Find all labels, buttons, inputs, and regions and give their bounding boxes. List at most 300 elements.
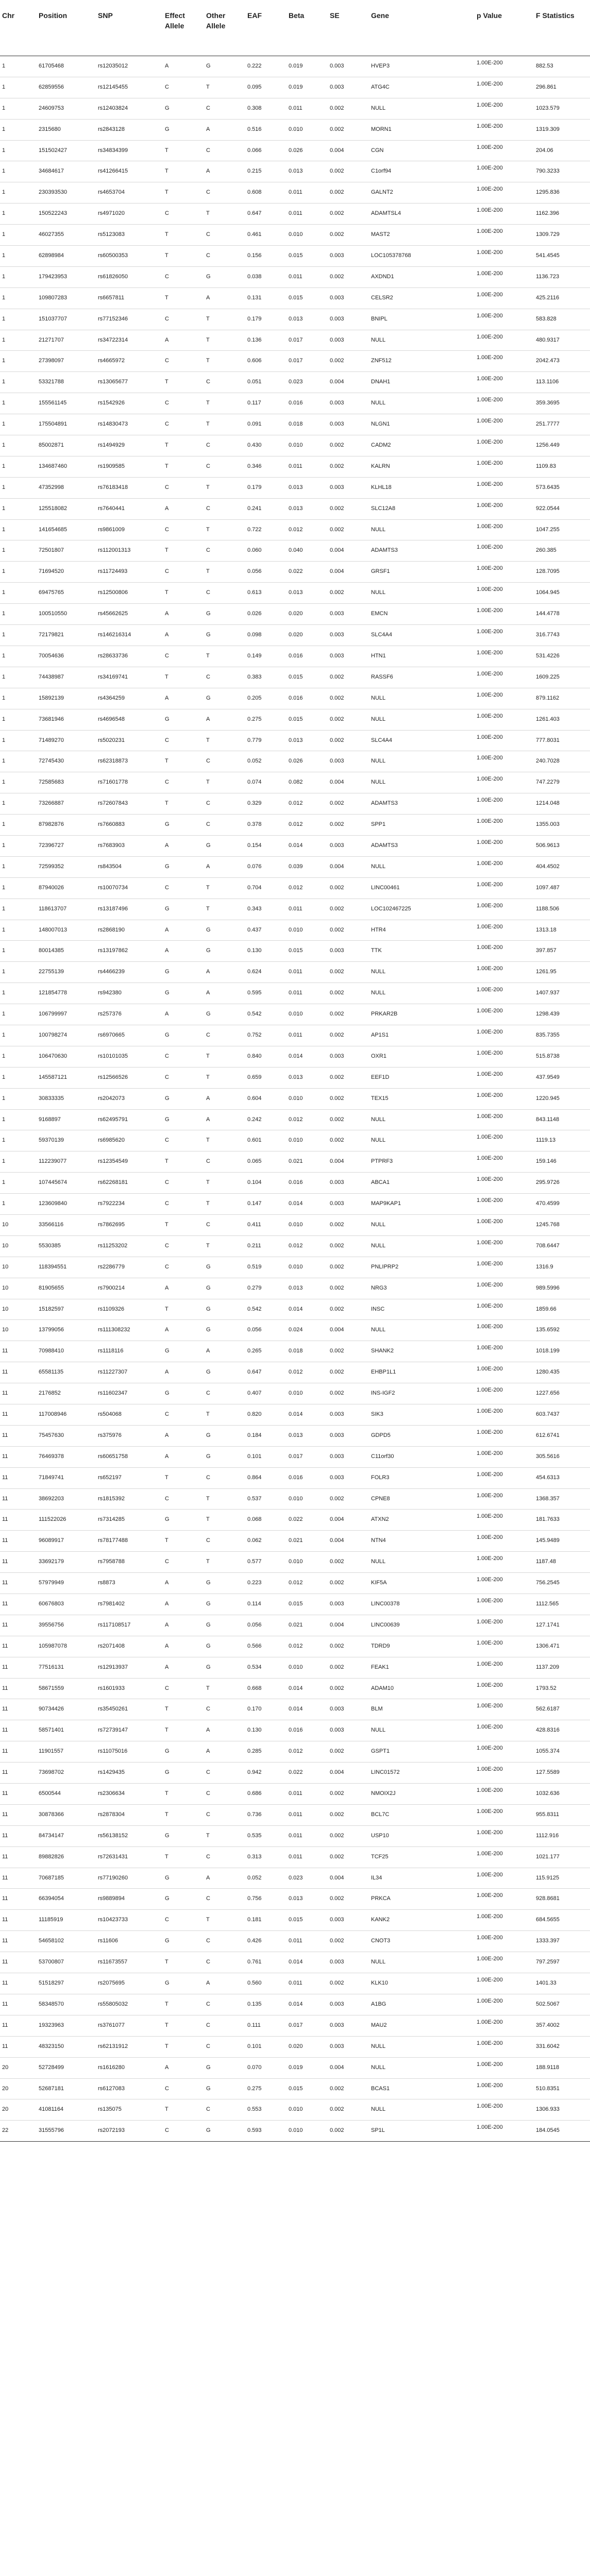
- cell-chr: 11: [2, 1411, 8, 1417]
- cell-eaf: 0.608: [247, 189, 262, 196]
- cell-position: 69475765: [39, 589, 64, 596]
- cell-se: 0.003: [330, 1200, 344, 1207]
- cell-position: 60676803: [39, 1601, 64, 1607]
- cell-f-statistics: 790.3233: [536, 168, 560, 175]
- cell-position: 2315680: [39, 126, 61, 132]
- cell-f-statistics: 922.0544: [536, 505, 560, 512]
- cell-se: 0.003: [330, 1601, 344, 1607]
- cell-other-allele: G: [206, 1432, 211, 1438]
- cell-f-statistics: 573.6435: [536, 484, 560, 490]
- cell-snp: rs34834399: [98, 147, 128, 154]
- table-row: [0, 456, 590, 478]
- cell-eaf: 0.542: [247, 1306, 262, 1312]
- cell-snp: rs11673557: [98, 1959, 128, 1965]
- cell-p-value: 1.00E-200: [477, 1618, 503, 1625]
- cell-snp: rs12913937: [98, 1664, 128, 1670]
- table-row: [0, 1699, 590, 1720]
- cell-position: 74438987: [39, 673, 64, 680]
- cell-other-allele: G: [206, 694, 211, 701]
- cell-chr: 11: [2, 1706, 8, 1713]
- cell-effect-allele: A: [165, 842, 169, 849]
- cell-eaf: 0.516: [247, 126, 262, 132]
- cell-snp: rs7900214: [98, 1284, 125, 1291]
- cell-eaf: 0.179: [247, 484, 262, 490]
- table-row: [0, 56, 590, 77]
- cell-chr: 11: [2, 1642, 8, 1649]
- cell-chr: 1: [2, 1200, 6, 1207]
- cell-other-allele: T: [206, 1917, 210, 1923]
- cell-beta: 0.013: [289, 1432, 303, 1438]
- cell-gene: NULL: [371, 400, 386, 406]
- cell-f-statistics: 115.9125: [536, 1874, 560, 1881]
- cell-chr: 1: [2, 105, 6, 111]
- cell-effect-allele: G: [165, 863, 170, 870]
- cell-gene: NULL: [371, 2106, 386, 2113]
- table-row: [0, 1383, 590, 1404]
- cell-se: 0.002: [330, 358, 344, 364]
- cell-beta: 0.014: [289, 1200, 303, 1207]
- cell-eaf: 0.426: [247, 1938, 262, 1944]
- cell-beta: 0.013: [289, 315, 303, 322]
- cell-effect-allele: T: [165, 189, 168, 196]
- cell-se: 0.004: [330, 147, 344, 154]
- cell-beta: 0.014: [289, 842, 303, 849]
- cell-snp: rs72739147: [98, 1727, 128, 1734]
- cell-chr: 1: [2, 1137, 6, 1144]
- table-row: [0, 1215, 590, 1236]
- cell-beta: 0.019: [289, 83, 303, 90]
- table-body: [0, 56, 590, 2142]
- cell-beta: 0.012: [289, 1748, 303, 1755]
- cell-snp: rs8873: [98, 1580, 115, 1586]
- cell-position: 41081164: [39, 2106, 64, 2113]
- cell-p-value: 1.00E-200: [477, 565, 503, 572]
- cell-f-statistics: 357.4002: [536, 2022, 560, 2028]
- cell-position: 71489270: [39, 737, 64, 743]
- cell-gene: EMCN: [371, 611, 388, 617]
- cell-gene: NULL: [371, 589, 386, 596]
- cell-effect-allele: A: [165, 2064, 169, 2071]
- cell-gene: MAP9KAP1: [371, 1200, 401, 1207]
- cell-chr: 11: [2, 1917, 8, 1923]
- cell-other-allele: A: [206, 126, 210, 132]
- cell-p-value: 1.00E-200: [477, 186, 503, 193]
- cell-p-value: 1.00E-200: [477, 1408, 503, 1414]
- cell-chr: 10: [2, 1284, 9, 1291]
- cell-gene: A1BG: [371, 2001, 386, 2007]
- cell-chr: 1: [2, 632, 6, 638]
- cell-eaf: 0.285: [247, 1748, 262, 1755]
- cell-se: 0.002: [330, 1031, 344, 1038]
- cell-chr: 1: [2, 990, 6, 996]
- cell-chr: 1: [2, 884, 6, 891]
- cell-position: 90734426: [39, 1706, 64, 1713]
- cell-snp: rs62268181: [98, 1179, 128, 1186]
- cell-position: 30878366: [39, 1811, 64, 1818]
- cell-gene: EEF1D: [371, 1074, 390, 1080]
- cell-gene: ATG4C: [371, 83, 390, 90]
- table-row: [0, 309, 590, 330]
- cell-beta: 0.014: [289, 1053, 303, 1059]
- cell-eaf: 0.117: [247, 400, 261, 406]
- cell-f-statistics: 928.8681: [536, 1895, 560, 1902]
- cell-se: 0.003: [330, 83, 344, 90]
- cell-position: 47352998: [39, 484, 64, 490]
- cell-se: 0.003: [330, 947, 344, 954]
- cell-other-allele: T: [206, 1832, 210, 1839]
- cell-position: 148007013: [39, 926, 68, 933]
- cell-effect-allele: C: [165, 1558, 169, 1565]
- cell-position: 112239077: [39, 1158, 67, 1165]
- cell-p-value: 1.00E-200: [477, 502, 503, 509]
- cell-beta: 0.012: [289, 1369, 303, 1376]
- cell-chr: 11: [2, 1369, 8, 1376]
- cell-f-statistics: 603.7437: [536, 1411, 560, 1417]
- cell-effect-allele: G: [165, 821, 170, 828]
- table-row: [0, 1762, 590, 1784]
- cell-snp: rs62318873: [98, 758, 128, 765]
- table-row: [0, 204, 590, 225]
- cell-effect-allele: A: [165, 1642, 169, 1649]
- cell-position: 70054636: [39, 652, 64, 659]
- table-row: [0, 625, 590, 646]
- cell-snp: rs135075: [98, 2106, 122, 2113]
- cell-position: 76469378: [39, 1453, 64, 1460]
- cell-chr: 1: [2, 63, 6, 69]
- table-row: [0, 246, 590, 267]
- cell-position: 121854778: [39, 990, 68, 996]
- cell-p-value: 1.00E-200: [477, 923, 503, 930]
- cell-other-allele: G: [206, 1664, 211, 1670]
- cell-se: 0.002: [330, 442, 344, 449]
- cell-p-value: 1.00E-200: [477, 1387, 503, 1394]
- cell-se: 0.003: [330, 315, 344, 322]
- table-row: [0, 372, 590, 393]
- cell-eaf: 0.624: [247, 969, 262, 975]
- cell-effect-allele: A: [165, 947, 169, 954]
- table-row: [0, 2037, 590, 2058]
- cell-effect-allele: T: [165, 231, 168, 238]
- cell-other-allele: G: [206, 1011, 211, 1018]
- cell-effect-allele: C: [165, 1053, 169, 1059]
- cell-other-allele: C: [206, 1769, 210, 1776]
- cell-se: 0.004: [330, 1327, 344, 1333]
- cell-beta: 0.014: [289, 1306, 303, 1312]
- table-row: [0, 583, 590, 604]
- cell-gene: SLC4A4: [371, 737, 392, 743]
- cell-effect-allele: A: [165, 63, 169, 69]
- cell-gene: NULL: [371, 2064, 386, 2071]
- table-row: [0, 330, 590, 351]
- cell-other-allele: T: [206, 884, 210, 891]
- cell-effect-allele: T: [165, 2106, 168, 2113]
- cell-beta: 0.010: [289, 231, 303, 238]
- cell-other-allele: C: [206, 2022, 210, 2028]
- cell-chr: 1: [2, 863, 6, 870]
- header-se: SE: [330, 11, 340, 20]
- cell-eaf: 0.647: [247, 210, 262, 217]
- cell-eaf: 0.761: [247, 1959, 262, 1965]
- cell-eaf: 0.068: [247, 1516, 262, 1523]
- cell-position: 58348570: [39, 2001, 64, 2007]
- table-row: [0, 478, 590, 499]
- cell-snp: rs34169741: [98, 673, 128, 680]
- table-row: [0, 1868, 590, 1889]
- cell-gene: C11orf30: [371, 1453, 394, 1460]
- cell-gene: PRKCA: [371, 1895, 391, 1902]
- table-row: [0, 1573, 590, 1594]
- cell-effect-allele: T: [165, 1474, 168, 1481]
- cell-beta: 0.020: [289, 632, 303, 638]
- cell-gene: PRKAR2B: [371, 1011, 398, 1018]
- cell-effect-allele: T: [165, 1306, 168, 1312]
- cell-se: 0.002: [330, 189, 344, 196]
- cell-beta: 0.022: [289, 1769, 303, 1776]
- cell-effect-allele: C: [165, 568, 169, 575]
- cell-snp: rs7683903: [98, 842, 125, 849]
- cell-f-statistics: 1220.945: [536, 1095, 560, 1101]
- table-row: [0, 667, 590, 688]
- cell-effect-allele: C: [165, 83, 169, 90]
- cell-position: 105987078: [39, 1642, 68, 1649]
- cell-eaf: 0.542: [247, 1011, 262, 1018]
- cell-p-value: 1.00E-200: [477, 333, 503, 340]
- cell-f-statistics: 1306.471: [536, 1642, 560, 1649]
- cell-effect-allele: G: [165, 1980, 170, 1987]
- cell-other-allele: C: [206, 505, 210, 512]
- cell-f-statistics: 1018.199: [536, 1348, 560, 1354]
- cell-p-value: 1.00E-200: [477, 1850, 503, 1857]
- table-row: [0, 1994, 590, 2015]
- table-row: [0, 267, 590, 288]
- table-row: [0, 1910, 590, 1931]
- table-row: [0, 1679, 590, 1700]
- cell-beta: 0.013: [289, 484, 303, 490]
- cell-snp: rs112001313: [98, 547, 131, 554]
- cell-f-statistics: 1187.48: [536, 1558, 556, 1565]
- cell-se: 0.002: [330, 1685, 344, 1691]
- cell-gene: NULL: [371, 526, 386, 533]
- table-row: [0, 499, 590, 520]
- cell-chr: 11: [2, 1537, 8, 1544]
- cell-position: 123609840: [39, 1200, 68, 1207]
- cell-gene: NULL: [371, 1327, 386, 1333]
- cell-snp: rs1601933: [98, 1685, 125, 1691]
- cell-eaf: 0.074: [247, 779, 262, 786]
- cell-beta: 0.010: [289, 2106, 303, 2113]
- cell-gene: AP1S1: [371, 1031, 389, 1038]
- cell-f-statistics: 316.7743: [536, 632, 560, 638]
- cell-chr: 1: [2, 1074, 6, 1080]
- cell-f-statistics: 251.7777: [536, 421, 560, 428]
- cell-snp: rs60500353: [98, 252, 128, 259]
- cell-position: 151502427: [39, 147, 68, 154]
- cell-gene: NULL: [371, 1116, 386, 1123]
- cell-gene: NULL: [371, 1558, 386, 1565]
- cell-chr: 11: [2, 2022, 8, 2028]
- cell-snp: rs2075695: [98, 1980, 125, 1987]
- cell-eaf: 0.062: [247, 1537, 262, 1544]
- cell-snp: rs4653704: [98, 189, 125, 196]
- cell-f-statistics: 184.0545: [536, 2127, 560, 2134]
- cell-snp: rs77190260: [98, 1874, 128, 1881]
- cell-gene: NTN4: [371, 1537, 386, 1544]
- cell-f-statistics: 510.8351: [536, 2085, 560, 2092]
- cell-p-value: 1.00E-200: [477, 2019, 503, 2025]
- cell-f-statistics: 777.8031: [536, 737, 560, 743]
- cell-gene: NULL: [371, 105, 386, 111]
- cell-snp: rs6985620: [98, 1137, 125, 1144]
- cell-beta: 0.012: [289, 800, 303, 807]
- cell-chr: 11: [2, 1601, 8, 1607]
- cell-snp: rs12566526: [98, 1074, 128, 1080]
- cell-snp: rs60651758: [98, 1453, 128, 1460]
- cell-se: 0.002: [330, 589, 344, 596]
- cell-position: 9168897: [39, 1116, 61, 1123]
- cell-effect-allele: A: [165, 336, 169, 343]
- cell-se: 0.002: [330, 231, 344, 238]
- cell-p-value: 1.00E-200: [477, 1660, 503, 1667]
- cell-f-statistics: 708.6447: [536, 1242, 560, 1249]
- cell-effect-allele: C: [165, 421, 169, 428]
- cell-other-allele: A: [206, 969, 210, 975]
- table-row: [0, 1278, 590, 1299]
- table-row: [0, 1826, 590, 1847]
- cell-se: 0.002: [330, 1642, 344, 1649]
- cell-se: 0.004: [330, 863, 344, 870]
- cell-other-allele: C: [206, 2106, 210, 2113]
- cell-other-allele: G: [206, 926, 211, 933]
- cell-gene: PNLIPRP2: [371, 1263, 399, 1270]
- cell-eaf: 0.519: [247, 1263, 262, 1270]
- cell-beta: 0.015: [289, 1601, 303, 1607]
- cell-other-allele: A: [206, 716, 210, 722]
- cell-gene: NULL: [371, 694, 386, 701]
- cell-other-allele: G: [206, 2127, 211, 2134]
- cell-beta: 0.010: [289, 1495, 303, 1502]
- cell-se: 0.002: [330, 1980, 344, 1987]
- cell-eaf: 0.149: [247, 652, 262, 659]
- cell-chr: 1: [2, 189, 6, 196]
- cell-f-statistics: 470.4599: [536, 1200, 560, 1207]
- cell-chr: 11: [2, 2001, 8, 2007]
- cell-beta: 0.014: [289, 2001, 303, 2007]
- cell-eaf: 0.308: [247, 105, 262, 111]
- cell-f-statistics: 331.6042: [536, 2043, 560, 2049]
- cell-chr: 1: [2, 547, 6, 554]
- cell-p-value: 1.00E-200: [477, 1008, 503, 1014]
- cell-chr: 1: [2, 758, 6, 765]
- cell-p-value: 1.00E-200: [477, 586, 503, 593]
- cell-p-value: 1.00E-200: [477, 418, 503, 425]
- cell-snp: rs11227307: [98, 1369, 128, 1376]
- cell-chr: 1: [2, 421, 6, 428]
- cell-eaf: 0.135: [247, 2001, 262, 2007]
- cell-beta: 0.010: [289, 1221, 303, 1228]
- cell-effect-allele: G: [165, 1938, 170, 1944]
- cell-f-statistics: 1214.048: [536, 800, 560, 807]
- cell-f-statistics: 1609.225: [536, 673, 560, 680]
- cell-effect-allele: G: [165, 969, 170, 975]
- cell-chr: 10: [2, 1327, 9, 1333]
- cell-f-statistics: 128.7095: [536, 568, 560, 575]
- cell-other-allele: T: [206, 1558, 210, 1565]
- cell-f-statistics: 1261.95: [536, 969, 557, 975]
- cell-chr: 1: [2, 210, 6, 217]
- table-row: [0, 646, 590, 667]
- cell-other-allele: A: [206, 1116, 210, 1123]
- cell-chr: 1: [2, 821, 6, 828]
- cell-other-allele: G: [206, 1306, 211, 1312]
- cell-eaf: 0.820: [247, 1411, 262, 1417]
- cell-beta: 0.013: [289, 1284, 303, 1291]
- cell-effect-allele: T: [165, 252, 168, 259]
- cell-position: 33566116: [39, 1221, 64, 1228]
- cell-chr: 1: [2, 1116, 6, 1123]
- cell-snp: rs942380: [98, 990, 122, 996]
- cell-gene: LINC00461: [371, 884, 400, 891]
- cell-beta: 0.012: [289, 1242, 303, 1249]
- cell-eaf: 0.329: [247, 800, 262, 807]
- cell-gene: CELSR2: [371, 294, 393, 301]
- cell-se: 0.002: [330, 2127, 344, 2134]
- cell-f-statistics: 1298.439: [536, 1011, 560, 1018]
- cell-f-statistics: 181.7633: [536, 1516, 560, 1523]
- cell-effect-allele: T: [165, 294, 168, 301]
- cell-chr: 1: [2, 1158, 6, 1165]
- table-row: [0, 435, 590, 456]
- cell-snp: rs78177488: [98, 1537, 128, 1544]
- cell-f-statistics: 1021.177: [536, 1853, 560, 1860]
- cell-other-allele: G: [206, 1621, 211, 1628]
- cell-p-value: 1.00E-200: [477, 2040, 503, 2046]
- cell-eaf: 0.052: [247, 1874, 262, 1881]
- table-row: [0, 225, 590, 246]
- cell-se: 0.003: [330, 1432, 344, 1438]
- cell-other-allele: G: [206, 273, 211, 280]
- cell-position: 155561145: [39, 400, 67, 406]
- cell-beta: 0.014: [289, 1411, 303, 1417]
- cell-chr: 11: [2, 1516, 8, 1523]
- cell-se: 0.003: [330, 63, 344, 69]
- cell-effect-allele: C: [165, 2127, 169, 2134]
- cell-p-value: 1.00E-200: [477, 1049, 503, 1056]
- cell-position: 71694520: [39, 568, 64, 575]
- cell-other-allele: C: [206, 758, 210, 765]
- cell-se: 0.004: [330, 1537, 344, 1544]
- cell-snp: rs1909585: [98, 463, 125, 469]
- cell-beta: 0.018: [289, 421, 303, 428]
- cell-eaf: 0.275: [247, 716, 262, 722]
- cell-eaf: 0.070: [247, 2064, 262, 2071]
- cell-effect-allele: G: [165, 990, 170, 996]
- table-row: [0, 815, 590, 836]
- cell-p-value: 1.00E-200: [477, 1450, 503, 1456]
- cell-snp: rs72607843: [98, 800, 128, 807]
- cell-snp: rs7981402: [98, 1601, 125, 1607]
- cell-position: 13799056: [39, 1327, 64, 1333]
- cell-snp: rs2868190: [98, 926, 125, 933]
- cell-position: 117008946: [39, 1411, 67, 1417]
- cell-gene: NULL: [371, 1137, 386, 1144]
- cell-se: 0.004: [330, 1516, 344, 1523]
- cell-other-allele: G: [206, 1453, 211, 1460]
- cell-effect-allele: C: [165, 1411, 169, 1417]
- cell-f-statistics: 1859.66: [536, 1306, 557, 1312]
- table-row: [0, 1236, 590, 1257]
- cell-beta: 0.012: [289, 526, 303, 533]
- cell-se: 0.002: [330, 905, 344, 912]
